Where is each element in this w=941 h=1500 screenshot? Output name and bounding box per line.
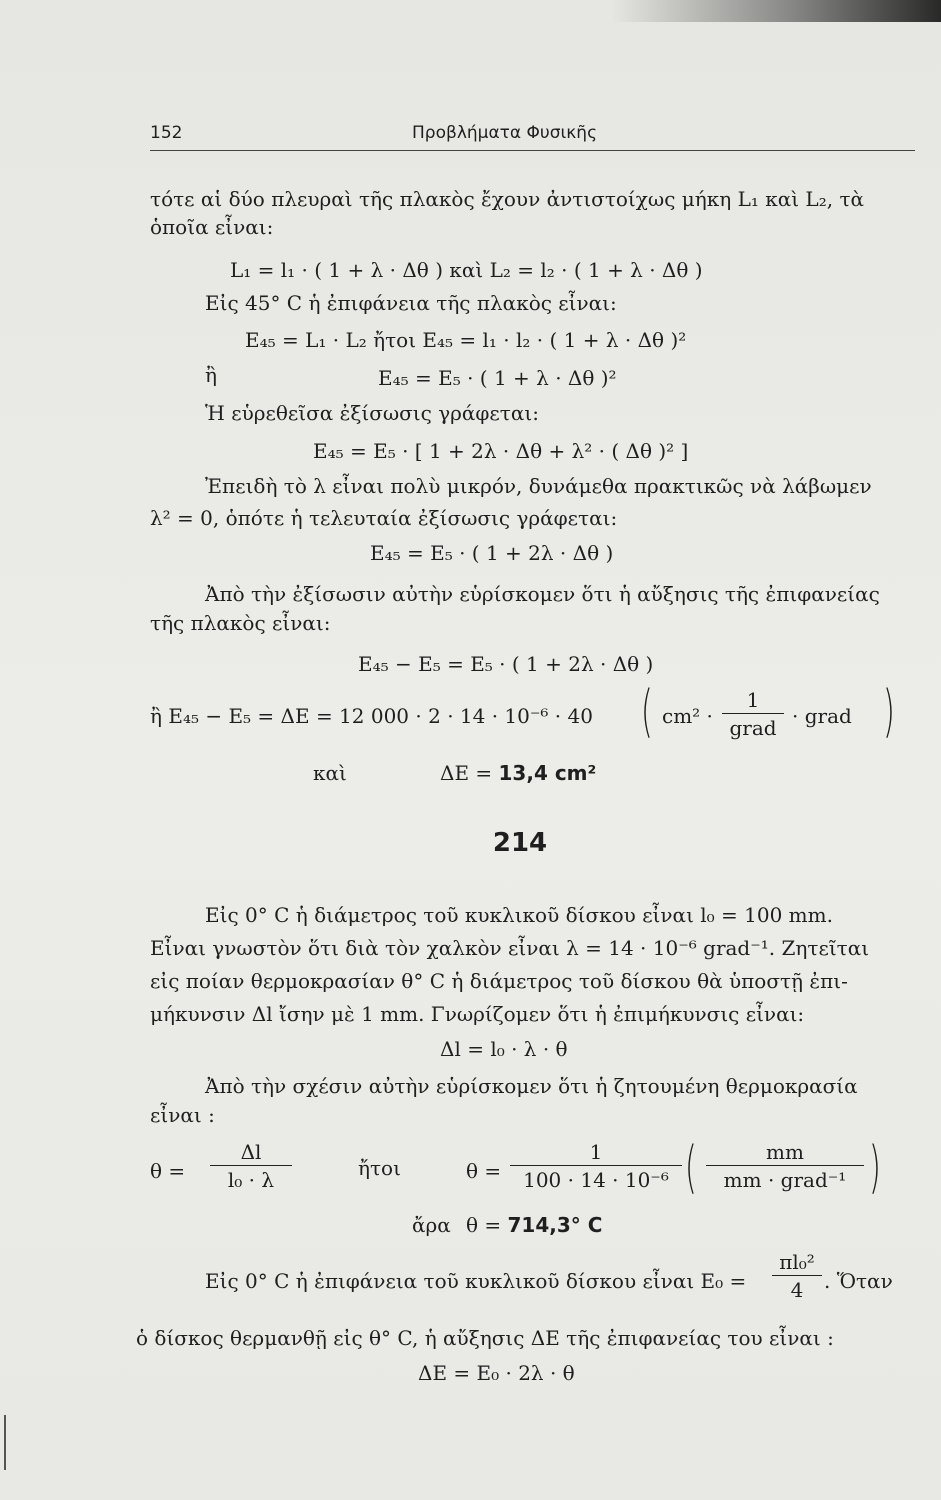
text-line: ὁποῖα εἶναι:: [150, 215, 274, 239]
text-line: ἄρα: [412, 1213, 451, 1237]
text-line: Εἶναι γνωστὸν ὅτι διὰ τὸν χαλκὸν εἶναι λ = 14 · 10⁻⁶ grad⁻¹. Ζητεῖται: [150, 936, 870, 960]
equation: E₄₅ = E₅ · ( 1 + 2λ · Δθ ): [370, 541, 614, 565]
text-line: εἶναι :: [150, 1103, 215, 1127]
fraction-bar: [210, 1165, 292, 1166]
fraction-denominator: 4: [790, 1278, 804, 1302]
fraction-denominator: mm · grad⁻¹: [723, 1168, 847, 1192]
fraction-denominator: grad: [729, 716, 777, 740]
theta-value-fraction: [510, 1140, 682, 1192]
close-paren: ): [868, 1135, 881, 1200]
text-line: ὁ δίσκος θερμανθῇ εἰς θ° C, ἡ αὔξησις ΔE τῆς ἐπιφανείας του εἶναι :: [136, 1326, 834, 1350]
result-value: 714,3° C: [507, 1213, 603, 1237]
text-line: ἤτοι: [358, 1156, 401, 1180]
text-line: Εἰς 0° C ἡ ἐπιφάνεια τοῦ κυκλικοῦ δίσκου εἶναι E₀ =: [205, 1269, 747, 1293]
text-line: Ἀπὸ τὴν ἐξίσωσιν αὐτὴν εὑρίσκομεν ὅτι ἡ αὔξησις τῆς ἐπιφανείας: [205, 582, 880, 606]
close-paren: ): [882, 679, 895, 744]
margin-rule: [4, 1415, 6, 1470]
text-line: Ἡ εὑρεθεῖσα ἐξίσωσις γράφεται:: [205, 401, 539, 425]
text-line: Εἰς 45° C ἡ ἐπιφάνεια τῆς πλακὸς εἶναι:: [205, 291, 617, 315]
unit-fraction: [706, 1140, 864, 1192]
open-paren: (: [640, 679, 653, 744]
equation: L₁ = l₁ · ( 1 + λ · Δθ ) καὶ L₂ = l₂ · ( 1 + λ · Δθ ): [230, 258, 703, 282]
text-line: εἰς ποίαν θερμοκρασίαν θ° C ἡ διάμετρος τοῦ δίσκου θὰ ὑποστῇ ἐπι-: [150, 969, 848, 993]
equation: ἢ E₄₅ − E₅ = ΔE = 12 000 · 2 · 14 · 10⁻⁶ · 40: [150, 704, 593, 728]
text-line: μήκυνσιν Δl ἴσην μὲ 1 mm. Γνωρίζομεν ὅτι ἡ ἐπιμήκυνσις εἶναι:: [150, 1002, 805, 1026]
area-fraction: [772, 1250, 822, 1302]
fraction-denominator: 100 · 14 · 10⁻⁶: [523, 1168, 669, 1192]
fraction-numerator: mm: [766, 1140, 804, 1164]
equation-lhs: θ =: [150, 1159, 186, 1183]
equation: E₄₅ = L₁ · L₂ ἤτοι E₄₅ = l₁ · l₂ · ( 1 + λ · Δθ )²: [245, 328, 687, 352]
fraction-bar: [772, 1275, 822, 1276]
text-line: τότε αἱ δύο πλευραὶ τῆς πλακὸς ἔχουν ἀντιστοίχως μήκη L₁ καὶ L₂, τὰ: [150, 187, 865, 211]
text-line: . Ὅταν: [824, 1269, 893, 1293]
fraction-bar: [722, 713, 784, 714]
equation: E₄₅ = E₅ · ( 1 + λ · Δθ )²: [378, 366, 617, 390]
fraction-denominator: l₀ · λ: [227, 1168, 275, 1192]
text-line: Εἰς 0° C ἡ διάμετρος τοῦ κυκλικοῦ δίσκου εἶναι l₀ = 100 mm.: [205, 903, 833, 927]
unit-fraction: [722, 688, 784, 740]
fraction-numerator: Δl: [240, 1140, 262, 1164]
text-line: τῆς πλακὸς εἶναι:: [150, 611, 331, 635]
equation: ΔE = E₀ · 2λ · θ: [418, 1361, 575, 1385]
fraction-numerator: πl₀²: [779, 1250, 815, 1274]
equation-unit: cm² ·: [662, 704, 713, 728]
text-line: Ἐπειδὴ τὸ λ εἶναι πολὺ μικρόν, δυνάμεθα πρακτικῶς νὰ λάβωμεν: [205, 474, 872, 498]
text-line: καὶ: [313, 761, 347, 785]
result-lhs: θ =: [466, 1213, 508, 1237]
fraction-numerator: 1: [589, 1140, 603, 1164]
result-lhs: ΔE =: [440, 761, 499, 785]
equation-unit: · grad: [792, 704, 852, 728]
scan-shadow: [611, 0, 941, 22]
result-equation: [466, 1212, 602, 1238]
fraction-bar: [706, 1165, 864, 1166]
page-header: [150, 118, 915, 151]
equation: E₄₅ − E₅ = E₅ · ( 1 + 2λ · Δθ ): [358, 652, 654, 676]
text-line: λ² = 0, ὁπότε ἡ τελευταία ἐξίσωσις γράφεται:: [150, 506, 618, 530]
fraction-numerator: 1: [746, 688, 760, 712]
running-title: Προβλήματα Φυσικῆς: [412, 123, 598, 143]
page-number: 152: [150, 123, 183, 143]
result-value: 13,4 cm²: [498, 761, 597, 785]
equation-lhs: θ =: [466, 1159, 502, 1183]
equation: Δl = l₀ · λ · θ: [440, 1037, 568, 1061]
theta-fraction: [210, 1140, 292, 1192]
text-line: ἢ: [205, 363, 217, 387]
fraction-bar: [510, 1165, 682, 1166]
equation: E₄₅ = E₅ · [ 1 + 2λ · Δθ + λ² · ( Δθ )² ]: [313, 439, 689, 463]
text-line: Ἀπὸ τὴν σχέσιν αὐτὴν εὑρίσκομεν ὅτι ἡ ζητουμένη θερμοκρασία: [205, 1074, 858, 1098]
open-paren: (: [684, 1135, 697, 1200]
result-equation: [440, 760, 596, 786]
section-number: 214: [492, 828, 548, 858]
